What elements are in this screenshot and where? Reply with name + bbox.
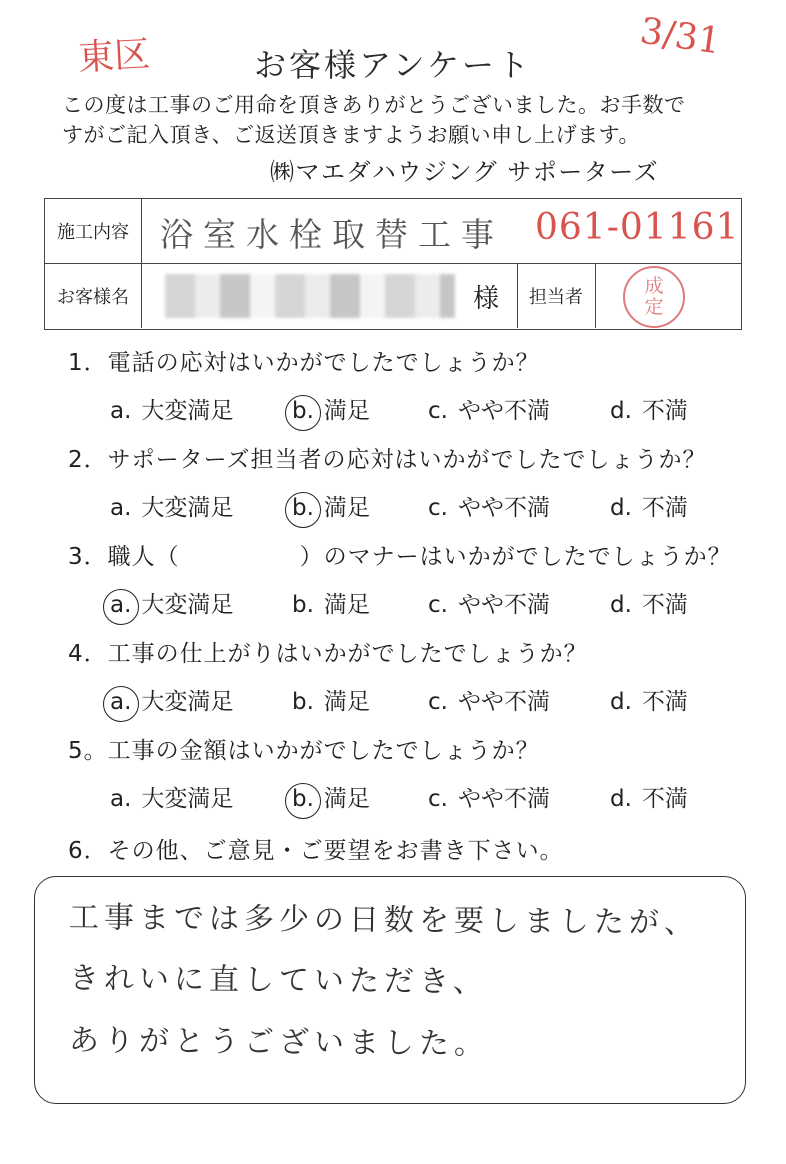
- option-label: やや不満: [457, 495, 550, 521]
- customer-label: お客様名: [45, 264, 142, 328]
- option-c[interactable]: [428, 392, 550, 425]
- question-6: 6．その他、ご意見・ご要望をお書き下さい。: [68, 838, 564, 864]
- option-letter: d.: [610, 786, 632, 812]
- option-letter: b.: [292, 786, 314, 812]
- option-b[interactable]: [292, 780, 370, 813]
- option-c[interactable]: [428, 683, 550, 716]
- question-1: 1．電話の応対はいかがでしたでしょうか？: [68, 350, 540, 376]
- customer-row: [45, 264, 741, 328]
- stamp-char-1: 成: [644, 275, 664, 297]
- date-handwritten: 3/31: [637, 10, 724, 63]
- options-row-2: [0, 489, 786, 523]
- option-label: 大変満足: [141, 592, 234, 618]
- question-5: 5。工事の金額はいかがでしたでしょうか？: [68, 738, 540, 764]
- option-letter: b.: [292, 689, 314, 715]
- option-d[interactable]: [610, 780, 688, 813]
- option-label: 満足: [323, 398, 370, 424]
- staff-label: 担当者: [517, 264, 596, 328]
- option-label: 大変満足: [141, 398, 234, 424]
- option-d[interactable]: [610, 489, 688, 522]
- option-d[interactable]: [610, 586, 688, 619]
- option-label: 満足: [323, 592, 370, 618]
- option-label: 満足: [323, 495, 370, 521]
- company-name: ㈱マエダハウジング サポーターズ: [270, 158, 660, 186]
- option-letter: a.: [110, 495, 132, 521]
- option-letter: d.: [610, 689, 632, 715]
- work-content-handwritten: 浴室水栓取替工事: [160, 215, 504, 254]
- option-b[interactable]: [292, 586, 370, 619]
- option-label: 不満: [641, 786, 688, 812]
- option-a[interactable]: [110, 489, 233, 522]
- work-row: [45, 199, 741, 264]
- comment-box: [34, 876, 746, 1104]
- option-label: やや不満: [457, 786, 550, 812]
- option-letter: a.: [110, 592, 132, 618]
- option-letter: b.: [292, 398, 314, 424]
- option-letter: c.: [428, 592, 448, 618]
- option-letter: d.: [610, 592, 632, 618]
- option-label: 不満: [641, 689, 688, 715]
- question-2: 2．サポーターズ担当者の応対はいかがでしたでしょうか？: [68, 447, 707, 473]
- option-letter: a.: [110, 689, 132, 715]
- options-row-4: [0, 683, 786, 717]
- option-c[interactable]: [428, 780, 550, 813]
- option-label: 満足: [323, 689, 370, 715]
- option-letter: b.: [292, 592, 314, 618]
- option-label: 大変満足: [141, 495, 234, 521]
- option-letter: d.: [610, 495, 632, 521]
- intro-line-1: この度は工事のご用命を頂きありがとうございました。お手数で: [62, 93, 686, 117]
- intro-line-2: すがご記入頂き、ご返送頂きますようお願い申し上げます。: [62, 123, 640, 147]
- customer-name-redacted: [165, 274, 455, 318]
- page-title: お客様アンケート: [253, 46, 533, 84]
- option-label: やや不満: [457, 689, 550, 715]
- option-letter: a.: [110, 398, 132, 424]
- option-b[interactable]: [292, 683, 370, 716]
- option-letter: c.: [428, 398, 448, 424]
- option-letter: c.: [428, 689, 448, 715]
- option-letter: b.: [292, 495, 314, 521]
- option-d[interactable]: [610, 392, 688, 425]
- options-row-5: [0, 780, 786, 814]
- option-a[interactable]: [110, 780, 233, 813]
- staff-seal-stamp: [623, 266, 685, 328]
- stamp-char-2: 定: [644, 296, 664, 318]
- comment-line-3: ありがとうございました。: [68, 1023, 490, 1062]
- intro-text: [62, 90, 742, 150]
- option-label: 大変満足: [141, 786, 234, 812]
- comment-line-1: 工事までは多少の日数を要しましたが、: [68, 900, 700, 941]
- option-label: 不満: [641, 495, 688, 521]
- comment-line-2: きれいに直していただき、: [68, 961, 488, 1000]
- honorific: 様: [473, 284, 500, 314]
- option-label: 大変満足: [141, 689, 234, 715]
- option-c[interactable]: [428, 586, 550, 619]
- option-label: やや不満: [457, 592, 550, 618]
- question-4: 4．工事の仕上がりはいかがでしたでしょうか？: [68, 641, 588, 667]
- info-table: [44, 198, 742, 330]
- question-3: 3．職人（ ）のマナーはいかがでしたでしょうか？: [68, 544, 732, 570]
- option-d[interactable]: [610, 683, 688, 716]
- work-label: 施工内容: [45, 199, 142, 263]
- district-handwritten: 東区: [77, 34, 152, 79]
- option-a[interactable]: [110, 586, 233, 619]
- option-b[interactable]: [292, 489, 370, 522]
- option-letter: c.: [428, 786, 448, 812]
- option-a[interactable]: [110, 683, 233, 716]
- option-a[interactable]: [110, 392, 233, 425]
- option-b[interactable]: [292, 392, 370, 425]
- option-letter: c.: [428, 495, 448, 521]
- option-letter: a.: [110, 786, 132, 812]
- options-row-3: [0, 586, 786, 620]
- option-c[interactable]: [428, 489, 550, 522]
- work-code-handwritten: 061-01161: [535, 207, 740, 248]
- option-letter: d.: [610, 398, 632, 424]
- options-row-1: [0, 392, 786, 426]
- option-label: やや不満: [457, 398, 550, 424]
- option-label: 不満: [641, 398, 688, 424]
- option-label: 不満: [641, 592, 688, 618]
- option-label: 満足: [323, 786, 370, 812]
